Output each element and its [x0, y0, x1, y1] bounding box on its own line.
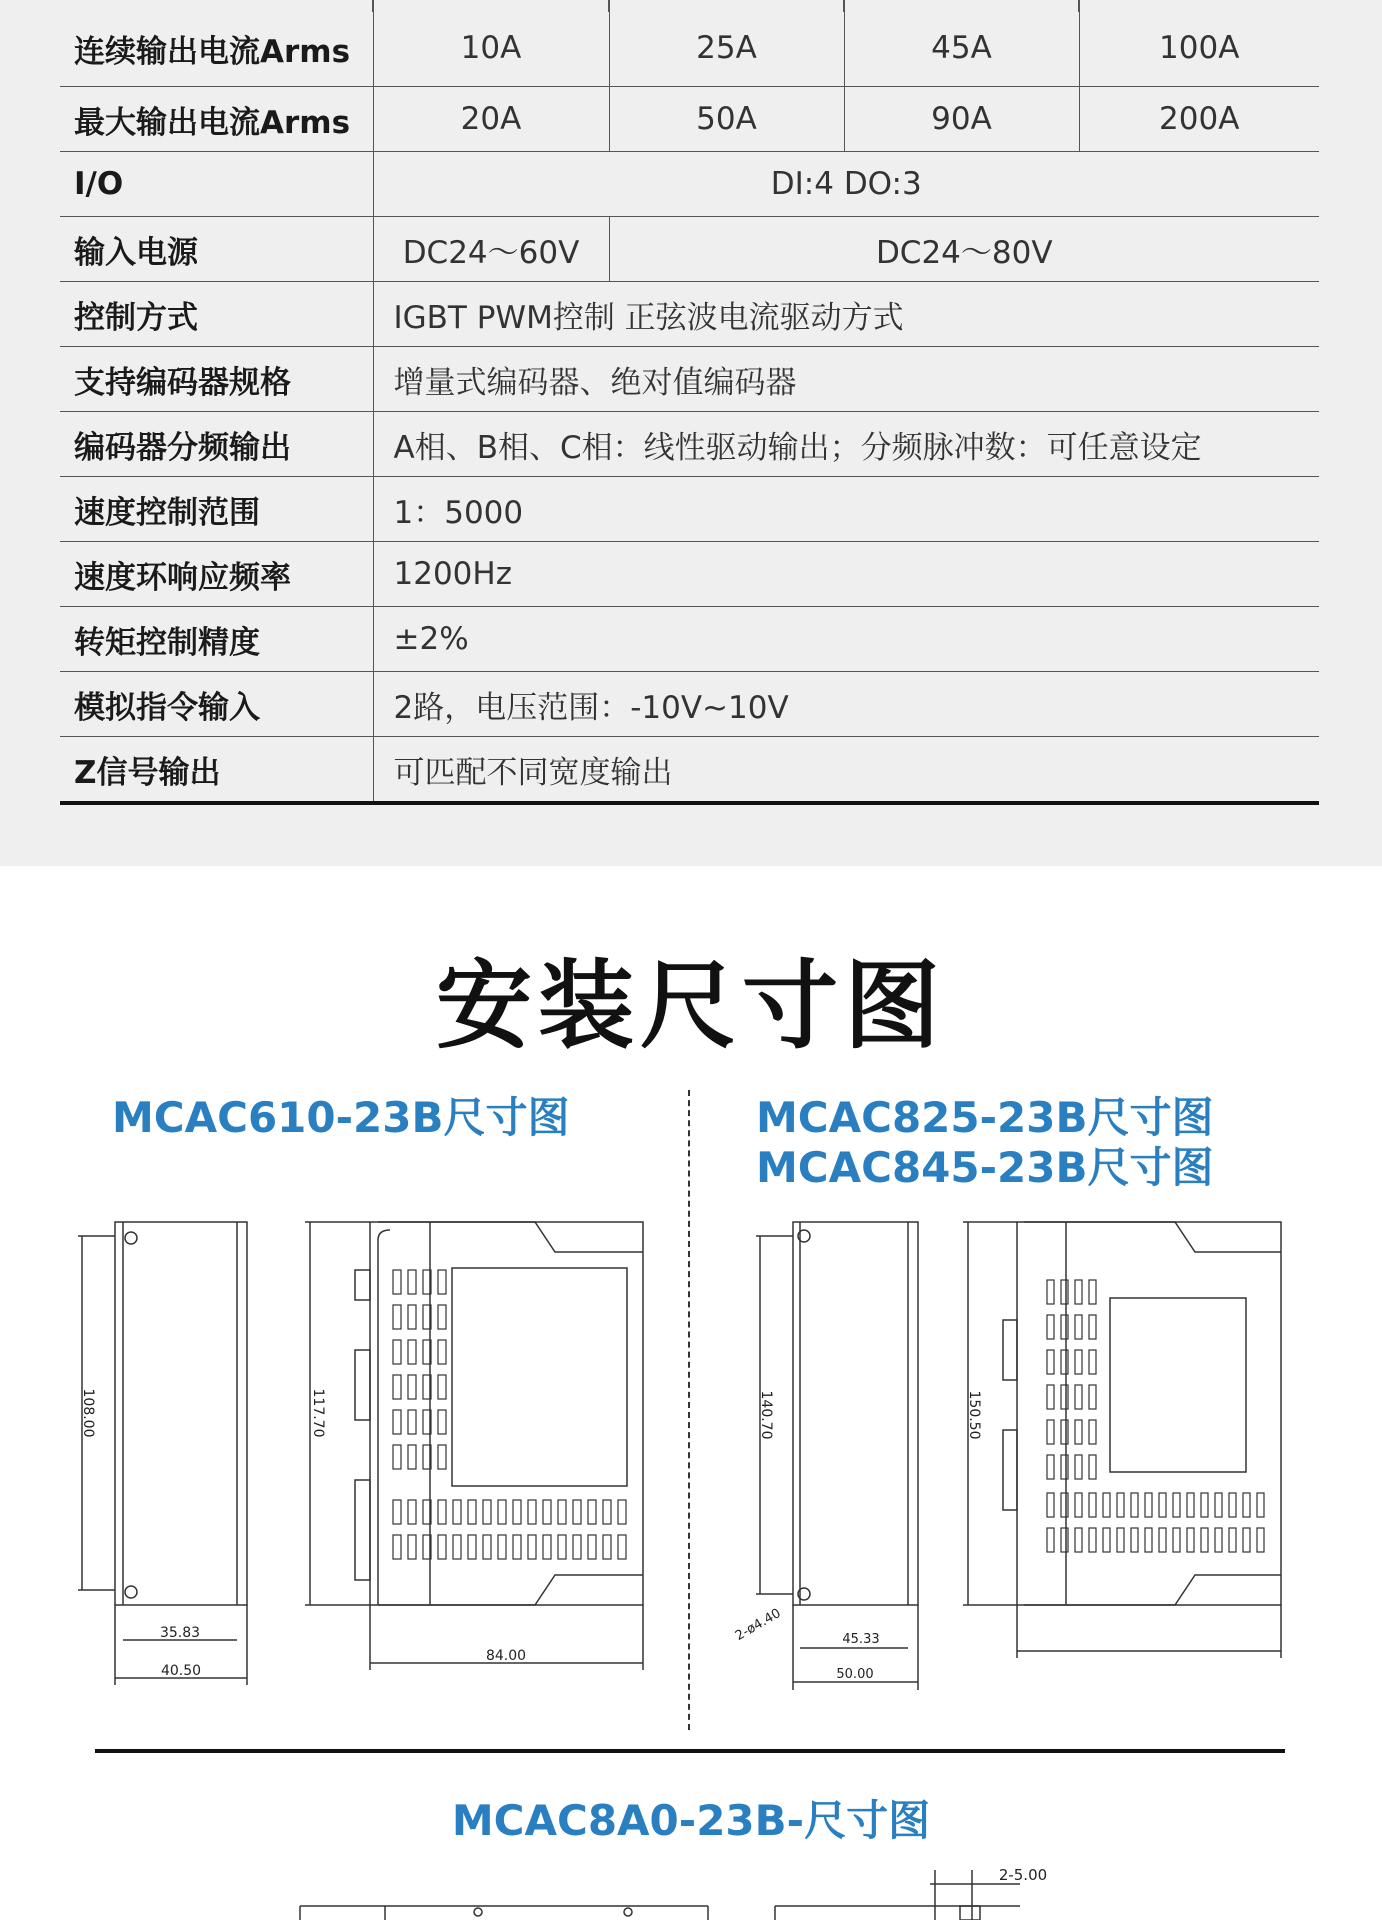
dim-depth: 84.00 [485, 1648, 527, 1664]
vent-slots-right [1047, 1280, 1264, 1552]
cell: 1200Hz [373, 542, 1319, 607]
dim-inner-width: 45.33 [842, 1632, 880, 1647]
cell: 增量式编码器、绝对值编码器 [373, 347, 1319, 412]
bottom-drawing-partial [300, 1870, 1020, 1920]
cell: 可匹配不同宽度输出 [373, 737, 1319, 804]
cell: DC24～80V [609, 217, 1319, 282]
cell: 45A [844, 0, 1079, 87]
dim-hole: 2-ø4.40 [732, 1606, 784, 1644]
dim-width: 40.50 [160, 1663, 202, 1679]
row-label: 最大输出电流Arms [60, 87, 373, 152]
cell: 100A [1079, 0, 1319, 87]
dim-height: 108.00 [80, 1388, 96, 1438]
section-title: 安装尺寸图 [436, 950, 946, 1062]
vent-slots [393, 1270, 626, 1559]
bottom-drawing-title: MCAC8A0-23B-尺寸图 [451, 1796, 931, 1845]
dim-width: 50.00 [836, 1667, 874, 1682]
display-panel-right [1110, 1298, 1246, 1472]
row-label: 支持编码器规格 [60, 347, 373, 412]
row-label: 连续输出电流Arms [60, 0, 373, 87]
drive-front-outline-right [1017, 1222, 1281, 1605]
drive-side-outline-right [793, 1222, 918, 1605]
row-label: I/O [60, 152, 373, 217]
cell: 90A [844, 87, 1079, 152]
row-label: Z信号输出 [60, 737, 373, 804]
cell: 2路，电压范围：-10V~10V [373, 672, 1319, 737]
drive-side-outline [115, 1222, 247, 1605]
cell: 10A [373, 0, 609, 87]
row-label: 转矩控制精度 [60, 607, 373, 672]
dim-height2: 117.70 [310, 1388, 326, 1438]
dim-height: 140.70 [758, 1390, 774, 1440]
display-panel [452, 1268, 627, 1486]
row-label: 输入电源 [60, 217, 373, 282]
cell: ±2% [373, 607, 1319, 672]
row-label: 编码器分频输出 [60, 412, 373, 477]
cell: 50A [609, 87, 844, 152]
cell: 25A [609, 0, 844, 87]
row-label: 速度控制范围 [60, 477, 373, 542]
cell: 20A [373, 87, 609, 152]
dim-height2: 150.50 [966, 1390, 982, 1440]
dim-hole: 2-5.00 [998, 1866, 1048, 1884]
row-label: 速度环响应频率 [60, 542, 373, 607]
cell: A相、B相、C相：线性驱动输出；分频脉冲数：可任意设定 [373, 412, 1319, 477]
left-drawing-title: MCAC610-23B尺寸图 [112, 1093, 570, 1142]
row-label: 模拟指令输入 [60, 672, 373, 737]
right-drawing-title-2: MCAC845-23B尺寸图 [756, 1143, 1214, 1192]
cell: 200A [1079, 87, 1319, 152]
dim-inner-width: 35.83 [159, 1625, 201, 1641]
row-label: 控制方式 [60, 282, 373, 347]
cell: DI:4 DO:3 [373, 152, 1319, 217]
right-drawing-title-1: MCAC825-23B尺寸图 [756, 1093, 1214, 1142]
cell: DC24～60V [373, 217, 609, 282]
cell: IGBT PWM控制 正弦波电流驱动方式 [373, 282, 1319, 347]
cell: 1：5000 [373, 477, 1319, 542]
